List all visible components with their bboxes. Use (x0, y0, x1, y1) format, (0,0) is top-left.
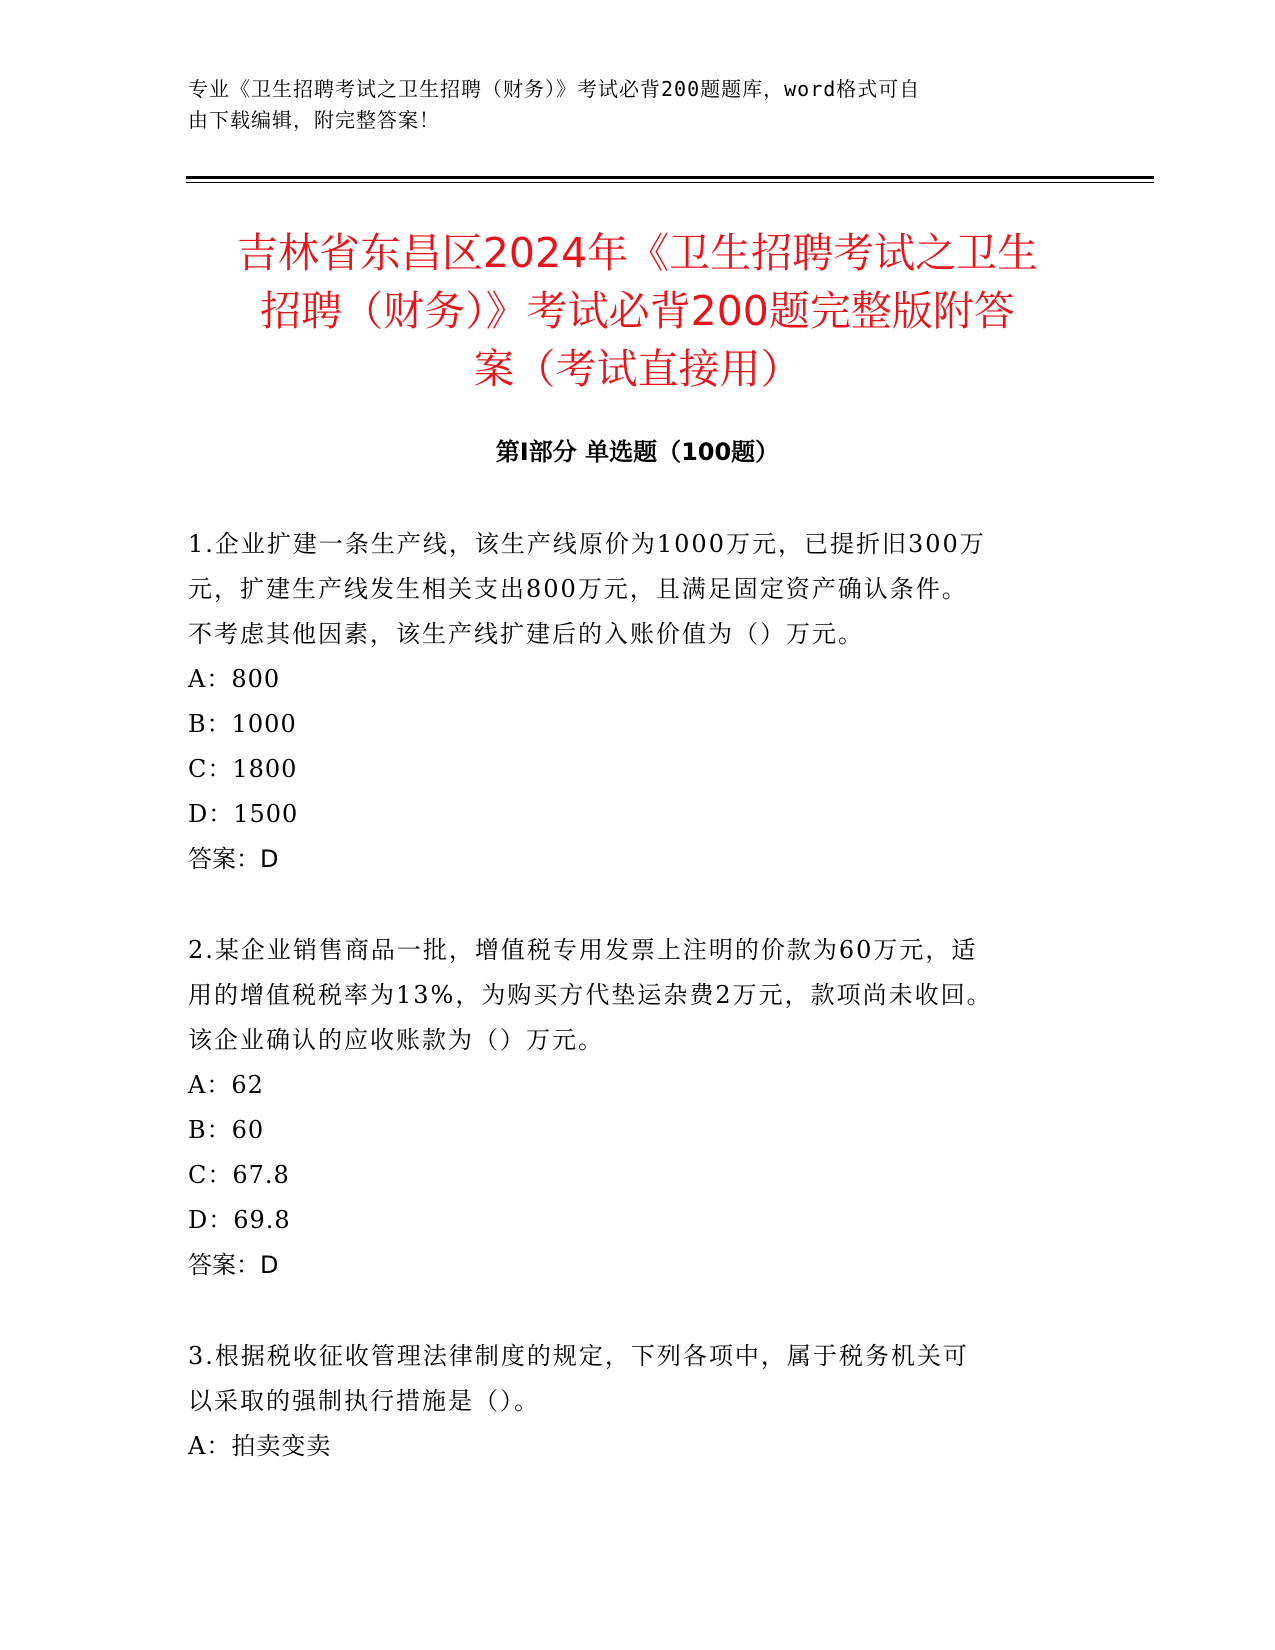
question-stem-line: 该企业确认的应收账款为（）万元。 (188, 1026, 604, 1054)
header-divider-thin (186, 182, 1154, 183)
option-c: C：1800 (188, 755, 298, 783)
question-3 (188, 1334, 1068, 1469)
question-stem-line: 元，扩建生产线发生相关支出800万元，且满足固定资产确认条件。 (188, 575, 968, 603)
answer: 答案：D (188, 1251, 279, 1279)
option-a: A：拍卖变卖 (188, 1432, 332, 1460)
answer: 答案：D (188, 845, 279, 873)
option-c: C：67.8 (188, 1161, 290, 1189)
question-stem-line: 3.根据税收征收管理法律制度的规定，下列各项中，属于税务机关可 (188, 1342, 969, 1370)
option-d: D：1500 (188, 800, 299, 828)
option-b: B：1000 (188, 710, 297, 738)
question-2 (188, 928, 1068, 1288)
option-d: D：69.8 (188, 1206, 291, 1234)
header-note-line-2: 由下载编辑，附完整答案！ (188, 108, 440, 132)
section-heading: 第I部分 单选题（100题） (495, 438, 780, 466)
question-1 (188, 522, 1068, 882)
question-stem-line: 不考虑其他因素，该生产线扩建后的入账价值为（）万元。 (188, 620, 864, 648)
option-a: A：800 (188, 665, 281, 693)
document-title-line-2: 招聘（财务）》考试必背200题完整版附答 (260, 287, 1015, 335)
document-title-line-1: 吉林省东昌区2024年《卫生招聘考试之卫生 (236, 229, 1039, 277)
option-a: A：62 (188, 1071, 264, 1099)
question-stem-line: 2.某企业销售商品一批，增值税专用发票上注明的价款为60万元，适 (188, 936, 978, 964)
header-divider-thick (186, 176, 1154, 179)
option-b: B：60 (188, 1116, 265, 1144)
header-note-line-1: 专业《卫生招聘考试之卫生招聘（财务）》考试必背200题题库，word格式可自 (188, 77, 921, 101)
question-stem-line: 1.企业扩建一条生产线，该生产线原价为1000万元，已提折旧300万 (188, 530, 986, 558)
header-note (188, 74, 1068, 136)
document-title (180, 224, 1095, 398)
question-stem-line: 用的增值税税率为13%，为购买方代垫运杂费2万元，款项尚未收回。 (188, 981, 993, 1009)
question-stem-line: 以采取的强制执行措施是（）。 (188, 1387, 540, 1415)
document-title-line-3: 案（考试直接用） (473, 345, 802, 393)
